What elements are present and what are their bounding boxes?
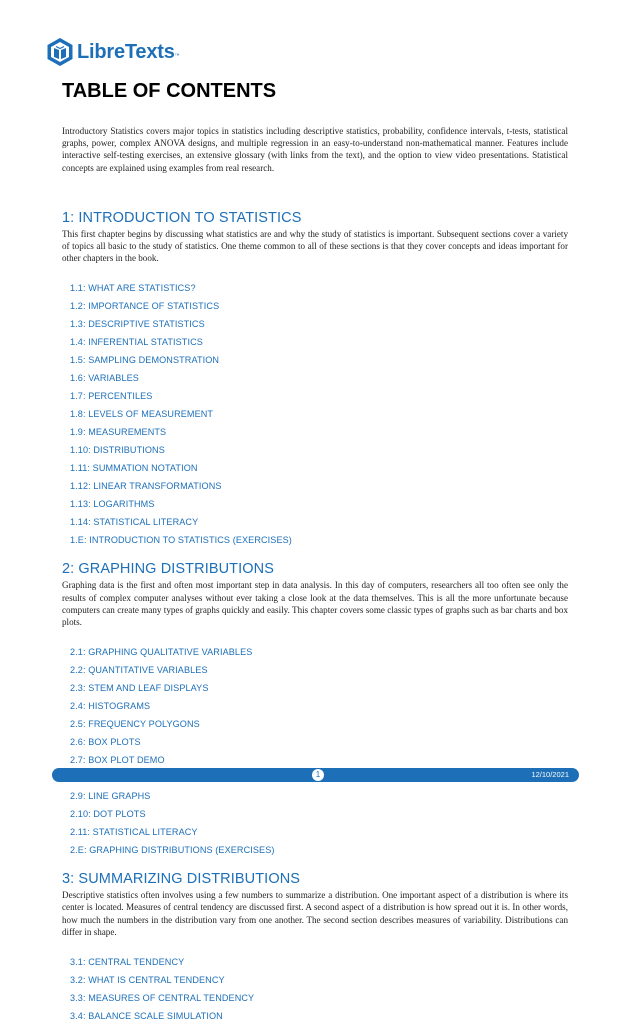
toc-link[interactable]: 2.1: GRAPHING QUALITATIVE VARIABLES — [70, 647, 253, 658]
list-item — [70, 332, 568, 350]
list-item — [70, 786, 568, 804]
footer-date: 12/10/2021 — [531, 770, 569, 779]
list-item — [70, 422, 568, 440]
toc-link[interactable]: 2.11: STATISTICAL LITERACY — [70, 827, 198, 838]
toc-link[interactable]: 2.6: BOX PLOTS — [70, 737, 141, 748]
toc-link[interactable]: 1.3: DESCRIPTIVE STATISTICS — [70, 319, 205, 330]
chapter-2-section-list — [70, 642, 568, 858]
chapter-1-section-list — [70, 278, 568, 548]
toc-link[interactable]: 1.2: IMPORTANCE OF STATISTICS — [70, 301, 220, 312]
list-item — [70, 1006, 568, 1024]
list-item — [70, 840, 568, 858]
list-item — [70, 350, 568, 368]
page-title: TABLE OF CONTENTS — [62, 80, 277, 102]
list-item — [70, 476, 568, 494]
list-item — [70, 296, 568, 314]
toc-link[interactable]: 1.5: SAMPLING DEMONSTRATION — [70, 355, 220, 366]
list-item — [70, 660, 568, 678]
toc-link[interactable]: 2.E: GRAPHING DISTRIBUTIONS (EXERCISES) — [70, 845, 275, 856]
logo-wordmark: LibreTexts — [77, 40, 175, 63]
toc-link[interactable]: 3.3: MEASURES OF CENTRAL TENDENCY — [70, 993, 255, 1004]
toc-link[interactable]: 1.8: LEVELS OF MEASUREMENT — [70, 409, 214, 420]
chapter-heading: 1: INTRODUCTION TO STATISTICS — [62, 209, 302, 226]
list-item — [70, 642, 568, 660]
list-item — [70, 822, 568, 840]
chapter-description: Graphing data is the first and often most important step in data analysis. In this day of computers, researchers all too often see only the results of complex computer analyses without ever taking a close look at the data themselves. This is all the more unfortunate because computers can create many types of graphs quickly and easily. This chapter covers some classic types of graphs such as bar charts and box plots. — [62, 580, 568, 628]
list-item — [70, 678, 568, 696]
libretexts-book-hexagon-icon — [46, 37, 74, 67]
list-item — [70, 458, 568, 476]
list-item — [70, 404, 568, 422]
toc-link[interactable]: 1.9: MEASUREMENTS — [70, 427, 167, 438]
chapter-heading: 3: SUMMARIZING DISTRIBUTIONS — [62, 871, 301, 888]
toc-link[interactable]: 3.4: BALANCE SCALE SIMULATION — [70, 1011, 223, 1022]
toc-link[interactable]: 3.1: CENTRAL TENDENCY — [70, 957, 185, 968]
toc-link[interactable]: 2.5: FREQUENCY POLYGONS — [70, 719, 200, 730]
toc-link[interactable]: 2.9: LINE GRAPHS — [70, 791, 151, 802]
toc-content — [62, 125, 568, 1024]
list-item — [70, 732, 568, 750]
list-item — [70, 314, 568, 332]
toc-link[interactable]: 2.4: HISTOGRAMS — [70, 701, 151, 712]
toc-link[interactable]: 2.3: STEM AND LEAF DISPLAYS — [70, 683, 209, 694]
toc-link[interactable]: 2.10: DOT PLOTS — [70, 809, 146, 820]
list-item — [70, 804, 568, 822]
toc-link[interactable]: 1.E: INTRODUCTION TO STATISTICS (EXERCISES) — [70, 535, 292, 546]
chapter-2 — [62, 561, 568, 858]
chapter-heading: 2: GRAPHING DISTRIBUTIONS — [62, 561, 274, 578]
toc-link[interactable]: 1.7: PERCENTILES — [70, 391, 153, 402]
list-item — [70, 440, 568, 458]
chapter-3-section-list — [70, 952, 568, 1024]
toc-link[interactable]: 2.7: BOX PLOT DEMO — [70, 755, 165, 766]
toc-link[interactable]: 1.12: LINEAR TRANSFORMATIONS — [70, 481, 222, 492]
list-item — [70, 696, 568, 714]
logo-trademark: ™ — [174, 53, 180, 59]
toc-link[interactable]: 2.2: QUANTITATIVE VARIABLES — [70, 665, 208, 676]
list-item — [70, 714, 568, 732]
list-item — [70, 494, 568, 512]
page-footer — [52, 768, 579, 782]
list-item — [70, 512, 568, 530]
list-item — [70, 970, 568, 988]
toc-link[interactable]: 1.4: INFERENTIAL STATISTICS — [70, 337, 203, 348]
list-item — [70, 368, 568, 386]
toc-link[interactable]: 1.11: SUMMATION NOTATION — [70, 463, 198, 474]
toc-link[interactable]: 1.10: DISTRIBUTIONS — [70, 445, 165, 456]
libretexts-logo[interactable] — [46, 37, 180, 67]
list-item — [70, 988, 568, 1006]
list-item — [70, 952, 568, 970]
chapter-description: This first chapter begins by discussing what statistics are and why the study of statistics is important. Subsequent sections cover a variety of topics all basic to the study of statistics. One theme common to all of these sections is that they cover concepts and ideas important for other chapters in the book. — [62, 228, 568, 264]
list-item — [70, 750, 568, 768]
toc-link[interactable]: 1.6: VARIABLES — [70, 373, 139, 384]
list-item — [70, 530, 568, 548]
intro-paragraph: Introductory Statistics covers major topics in statistics including descriptive statistics, probability, confidence intervals, t-tests, statistical graphs, power, complex ANOVA designs, and multiple regression in an easy-to-understand non-mathematical manner. Features include interactive self-testing exercises, an extensive glossary (with links from the text), and the option to view video presentations. Statistical concepts are explained using examples from real research. — [62, 126, 568, 173]
toc-link[interactable]: 1.13: LOGARITHMS — [70, 499, 155, 510]
list-item — [70, 386, 568, 404]
page-number: 1 — [312, 769, 324, 781]
chapter-description: Descriptive statistics often involves using a few numbers to summarize a distribution. One important aspect of a distribution is where its center is located. Measures of central tendency are discussed first. A second aspect of a distribution is how spread out it is. In other words, how much the numbers in the distribution vary from one another. The second section describes measures of variability. Distributions can differ in shape. — [62, 890, 568, 937]
chapter-3 — [62, 871, 568, 1024]
toc-link[interactable]: 3.2: WHAT IS CENTRAL TENDENCY — [70, 975, 225, 986]
chapter-1 — [62, 210, 568, 549]
list-item — [70, 278, 568, 296]
toc-link[interactable]: 1.1: WHAT ARE STATISTICS? — [70, 283, 196, 294]
toc-link[interactable]: 1.14: STATISTICAL LITERACY — [70, 517, 199, 528]
